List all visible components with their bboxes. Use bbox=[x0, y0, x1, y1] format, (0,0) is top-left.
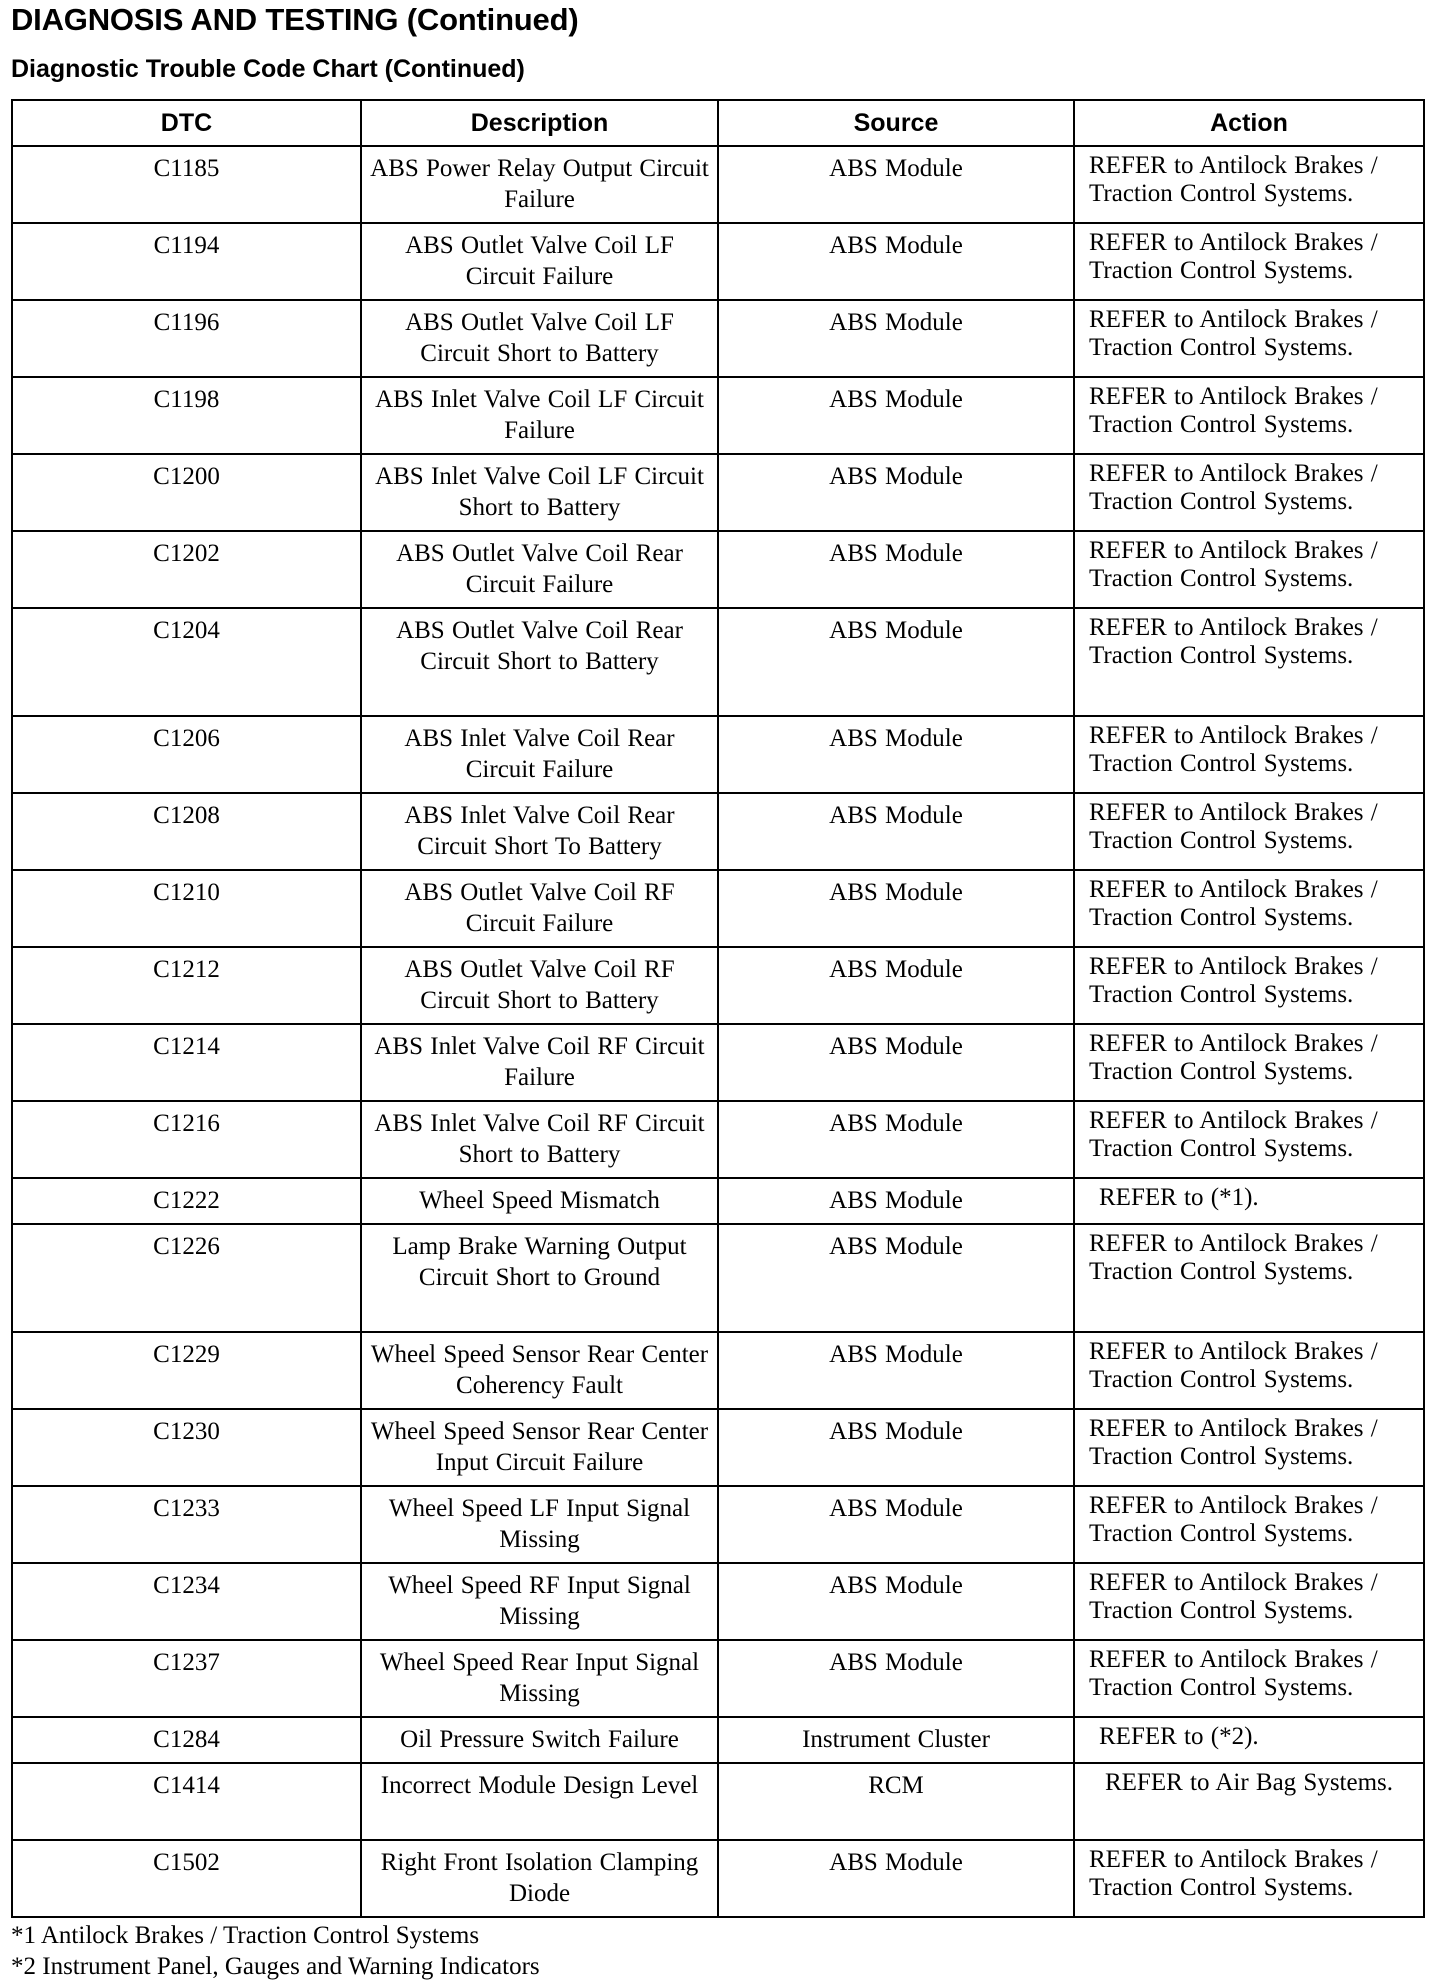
dtc-cell: C1233 bbox=[12, 1486, 361, 1563]
source-cell: ABS Module bbox=[718, 377, 1074, 454]
description-cell: ABS Inlet Valve Coil Rear Circuit Failure bbox=[361, 716, 718, 793]
action-cell: REFER to Antilock Brakes / Traction Control Systems. bbox=[1074, 1332, 1424, 1409]
table-row bbox=[12, 793, 1424, 870]
dtc-cell: C1216 bbox=[12, 1101, 361, 1178]
action-cell: REFER to (*1). bbox=[1074, 1178, 1424, 1224]
dtc-cell: C1208 bbox=[12, 793, 361, 870]
action-cell: REFER to Antilock Brakes / Traction Control Systems. bbox=[1074, 716, 1424, 793]
description-cell: ABS Outlet Valve Coil Rear Circuit Failure bbox=[361, 531, 718, 608]
source-cell: ABS Module bbox=[718, 1101, 1074, 1178]
table-row bbox=[12, 870, 1424, 947]
dtc-table bbox=[11, 99, 1425, 1918]
action-cell: REFER to Antilock Brakes / Traction Control Systems. bbox=[1074, 1563, 1424, 1640]
dtc-cell: C1234 bbox=[12, 1563, 361, 1640]
table-row bbox=[12, 454, 1424, 531]
description-cell: Right Front Isolation Clamping Diode bbox=[361, 1840, 718, 1917]
description-cell: ABS Inlet Valve Coil RF Circuit Short to Battery bbox=[361, 1101, 718, 1178]
source-cell: ABS Module bbox=[718, 1178, 1074, 1224]
action-cell: REFER to Antilock Brakes / Traction Control Systems. bbox=[1074, 1024, 1424, 1101]
description-cell: Incorrect Module Design Level bbox=[361, 1763, 718, 1840]
description-cell: ABS Outlet Valve Coil LF Circuit Failure bbox=[361, 223, 718, 300]
table-row bbox=[12, 1763, 1424, 1840]
table-row bbox=[12, 300, 1424, 377]
table-row bbox=[12, 1563, 1424, 1640]
description-cell: Oil Pressure Switch Failure bbox=[361, 1717, 718, 1763]
dtc-cell: C1194 bbox=[12, 223, 361, 300]
action-cell: REFER to Antilock Brakes / Traction Control Systems. bbox=[1074, 377, 1424, 454]
description-cell: Wheel Speed LF Input Signal Missing bbox=[361, 1486, 718, 1563]
dtc-cell: C1414 bbox=[12, 1763, 361, 1840]
description-cell: ABS Inlet Valve Coil Rear Circuit Short To Battery bbox=[361, 793, 718, 870]
action-cell: REFER to Antilock Brakes / Traction Control Systems. bbox=[1074, 1224, 1424, 1332]
column-header-source: Source bbox=[718, 100, 1074, 146]
source-cell: ABS Module bbox=[718, 1332, 1074, 1409]
dtc-cell: C1502 bbox=[12, 1840, 361, 1917]
dtc-cell: C1229 bbox=[12, 1332, 361, 1409]
action-cell: REFER to Antilock Brakes / Traction Control Systems. bbox=[1074, 947, 1424, 1024]
footnote-1: *1 Antilock Brakes / Traction Control Systems bbox=[11, 1922, 480, 1949]
dtc-cell: C1210 bbox=[12, 870, 361, 947]
table-row bbox=[12, 146, 1424, 223]
source-cell: ABS Module bbox=[718, 1224, 1074, 1332]
source-cell: ABS Module bbox=[718, 1409, 1074, 1486]
action-cell: REFER to Antilock Brakes / Traction Control Systems. bbox=[1074, 1409, 1424, 1486]
source-cell: ABS Module bbox=[718, 531, 1074, 608]
source-cell: ABS Module bbox=[718, 1486, 1074, 1563]
source-cell: Instrument Cluster bbox=[718, 1717, 1074, 1763]
source-cell: ABS Module bbox=[718, 1024, 1074, 1101]
footnotes bbox=[11, 1920, 1423, 1982]
description-cell: ABS Inlet Valve Coil RF Circuit Failure bbox=[361, 1024, 718, 1101]
description-cell: ABS Inlet Valve Coil LF Circuit Short to Battery bbox=[361, 454, 718, 531]
column-header-action: Action bbox=[1074, 100, 1424, 146]
source-cell: ABS Module bbox=[718, 1840, 1074, 1917]
description-cell: ABS Outlet Valve Coil LF Circuit Short to Battery bbox=[361, 300, 718, 377]
description-cell: Wheel Speed Sensor Rear Center Input Circuit Failure bbox=[361, 1409, 718, 1486]
dtc-cell: C1284 bbox=[12, 1717, 361, 1763]
table-row bbox=[12, 531, 1424, 608]
description-cell: Wheel Speed Sensor Rear Center Coherency Fault bbox=[361, 1332, 718, 1409]
description-cell: ABS Inlet Valve Coil LF Circuit Failure bbox=[361, 377, 718, 454]
table-row bbox=[12, 1486, 1424, 1563]
action-cell: REFER to Antilock Brakes / Traction Control Systems. bbox=[1074, 793, 1424, 870]
description-cell: Wheel Speed Rear Input Signal Missing bbox=[361, 1640, 718, 1717]
action-cell: REFER to Antilock Brakes / Traction Control Systems. bbox=[1074, 1101, 1424, 1178]
table-row bbox=[12, 716, 1424, 793]
action-cell: REFER to Antilock Brakes / Traction Control Systems. bbox=[1074, 608, 1424, 716]
action-cell: REFER to Antilock Brakes / Traction Control Systems. bbox=[1074, 870, 1424, 947]
dtc-cell: C1212 bbox=[12, 947, 361, 1024]
table-row bbox=[12, 1024, 1424, 1101]
action-cell: REFER to Antilock Brakes / Traction Control Systems. bbox=[1074, 1640, 1424, 1717]
column-header-dtc: DTC bbox=[12, 100, 361, 146]
source-cell: ABS Module bbox=[718, 870, 1074, 947]
dtc-cell: C1206 bbox=[12, 716, 361, 793]
dtc-cell: C1198 bbox=[12, 377, 361, 454]
footnote-2: *2 Instrument Panel, Gauges and Warning Indicators bbox=[11, 1953, 540, 1980]
source-cell: ABS Module bbox=[718, 1563, 1074, 1640]
source-cell: ABS Module bbox=[718, 454, 1074, 531]
table-row bbox=[12, 1224, 1424, 1332]
description-cell: ABS Outlet Valve Coil Rear Circuit Short to Battery bbox=[361, 608, 718, 716]
dtc-cell: C1226 bbox=[12, 1224, 361, 1332]
action-cell: REFER to Antilock Brakes / Traction Control Systems. bbox=[1074, 1840, 1424, 1917]
dtc-cell: C1222 bbox=[12, 1178, 361, 1224]
source-cell: ABS Module bbox=[718, 146, 1074, 223]
table-row bbox=[12, 1640, 1424, 1717]
action-cell: REFER to Antilock Brakes / Traction Control Systems. bbox=[1074, 300, 1424, 377]
dtc-cell: C1202 bbox=[12, 531, 361, 608]
dtc-cell: C1204 bbox=[12, 608, 361, 716]
action-cell: REFER to Air Bag Systems. bbox=[1074, 1763, 1424, 1840]
column-header-description: Description bbox=[361, 100, 718, 146]
table-row bbox=[12, 1332, 1424, 1409]
dtc-cell: C1214 bbox=[12, 1024, 361, 1101]
action-cell: REFER to Antilock Brakes / Traction Control Systems. bbox=[1074, 454, 1424, 531]
table-header-row bbox=[12, 100, 1424, 146]
page-title: DIAGNOSIS AND TESTING (Continued) bbox=[11, 2, 579, 37]
action-cell: REFER to (*2). bbox=[1074, 1717, 1424, 1763]
source-cell: ABS Module bbox=[718, 300, 1074, 377]
dtc-cell: C1230 bbox=[12, 1409, 361, 1486]
table-row bbox=[12, 1840, 1424, 1917]
source-cell: RCM bbox=[718, 1763, 1074, 1840]
source-cell: ABS Module bbox=[718, 608, 1074, 716]
description-cell: ABS Outlet Valve Coil RF Circuit Short to Battery bbox=[361, 947, 718, 1024]
source-cell: ABS Module bbox=[718, 793, 1074, 870]
chart-subtitle: Diagnostic Trouble Code Chart (Continued) bbox=[11, 55, 525, 83]
description-cell: Wheel Speed RF Input Signal Missing bbox=[361, 1563, 718, 1640]
action-cell: REFER to Antilock Brakes / Traction Control Systems. bbox=[1074, 223, 1424, 300]
action-cell: REFER to Antilock Brakes / Traction Control Systems. bbox=[1074, 1486, 1424, 1563]
table-row bbox=[12, 1717, 1424, 1763]
table-row bbox=[12, 1178, 1424, 1224]
table-row bbox=[12, 1101, 1424, 1178]
source-cell: ABS Module bbox=[718, 1640, 1074, 1717]
action-cell: REFER to Antilock Brakes / Traction Control Systems. bbox=[1074, 531, 1424, 608]
source-cell: ABS Module bbox=[718, 223, 1074, 300]
source-cell: ABS Module bbox=[718, 947, 1074, 1024]
description-cell: Wheel Speed Mismatch bbox=[361, 1178, 718, 1224]
table-row bbox=[12, 608, 1424, 716]
document-page bbox=[11, 0, 1423, 1982]
source-cell: ABS Module bbox=[718, 716, 1074, 793]
dtc-cell: C1196 bbox=[12, 300, 361, 377]
table-row bbox=[12, 223, 1424, 300]
description-cell: ABS Power Relay Output Circuit Failure bbox=[361, 146, 718, 223]
table-row bbox=[12, 377, 1424, 454]
dtc-cell: C1200 bbox=[12, 454, 361, 531]
dtc-cell: C1185 bbox=[12, 146, 361, 223]
table-row bbox=[12, 1409, 1424, 1486]
description-cell: Lamp Brake Warning Output Circuit Short to Ground bbox=[361, 1224, 718, 1332]
description-cell: ABS Outlet Valve Coil RF Circuit Failure bbox=[361, 870, 718, 947]
dtc-cell: C1237 bbox=[12, 1640, 361, 1717]
table-row bbox=[12, 947, 1424, 1024]
action-cell: REFER to Antilock Brakes / Traction Control Systems. bbox=[1074, 146, 1424, 223]
